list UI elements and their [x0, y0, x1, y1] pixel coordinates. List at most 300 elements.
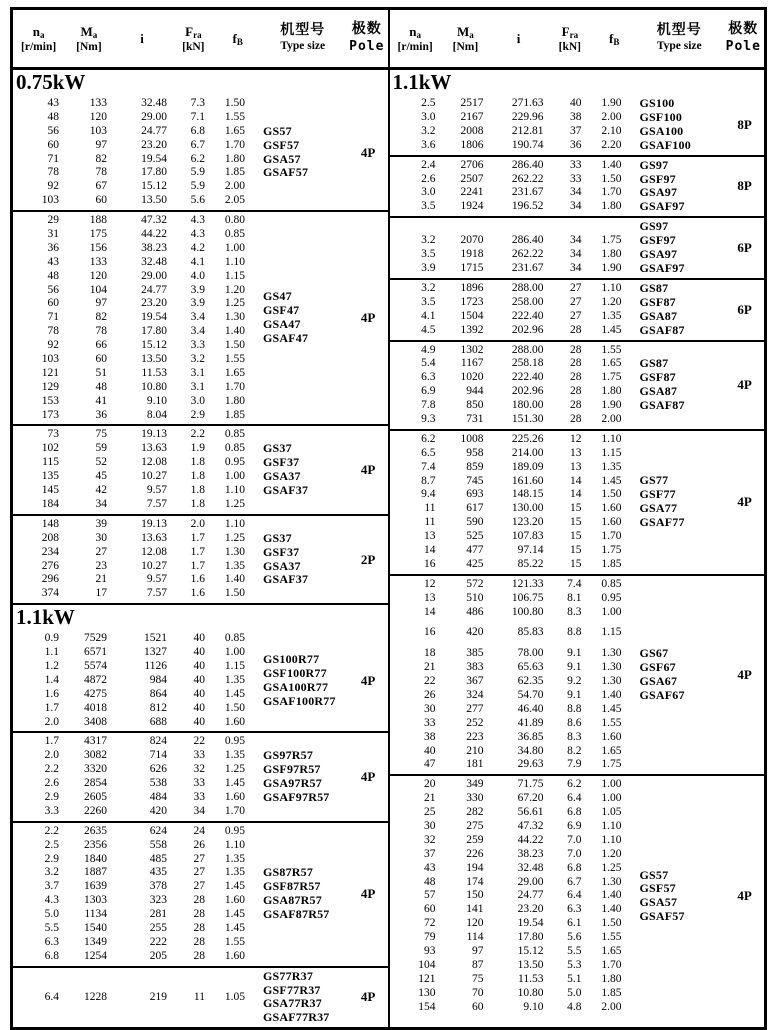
spec-row — [390, 502, 634, 516]
na-value: 93 — [424, 945, 436, 958]
na-value: 6.5 — [421, 446, 436, 459]
na-value: 22 — [424, 675, 436, 688]
na-value: 3.2 — [421, 124, 436, 137]
fra-value: 7.0 — [567, 833, 582, 846]
ma-value: 2706 — [460, 158, 484, 171]
i-value: 97.14 — [517, 543, 544, 556]
i-value: 180.00 — [511, 399, 544, 412]
model-name: GS37 — [263, 441, 292, 456]
spec-row — [13, 311, 257, 325]
model-name: GSA77R37 — [263, 996, 322, 1011]
fb-value: 1.90 — [601, 261, 622, 274]
fb-value: 1.75 — [601, 371, 622, 384]
i-value: 9.57 — [146, 484, 167, 497]
i-value: 85.83 — [517, 626, 544, 639]
spec-row — [390, 806, 634, 820]
na-value: 9.4 — [421, 488, 436, 501]
ma-value: 75 — [472, 972, 484, 985]
spec-row — [13, 894, 257, 908]
spec-block — [13, 210, 388, 424]
fra-value: 40 — [570, 97, 582, 109]
i-value: 106.75 — [511, 591, 544, 604]
ma-value: 944 — [466, 385, 484, 398]
ma-value: 52 — [95, 456, 107, 469]
na-value: 3.0 — [421, 110, 436, 123]
na-value: 2.6 — [421, 172, 436, 185]
fb-value: 2.00 — [601, 412, 622, 425]
fb-value: 1.55 — [601, 931, 622, 944]
spec-row — [390, 447, 634, 461]
model-name: GSAF77 — [639, 515, 685, 530]
fra-value: 2.0 — [190, 517, 205, 530]
i-value: 558 — [149, 838, 167, 851]
spec-row — [13, 166, 257, 180]
model-list — [634, 220, 726, 276]
fb-value: 1.35 — [224, 559, 245, 572]
i-value: 85.22 — [517, 557, 544, 570]
fra-value: 15 — [570, 530, 582, 543]
i-value: 8.04 — [146, 408, 167, 421]
spec-block — [390, 774, 765, 1016]
model-name: GSA97 — [639, 185, 678, 200]
pole-label: 8P — [737, 178, 752, 194]
pole-cell — [349, 518, 388, 601]
spec-row — [13, 880, 257, 894]
fra-value: 8.1 — [567, 591, 582, 604]
ma-value: 60 — [95, 194, 107, 207]
na-value: 0.9 — [44, 632, 59, 645]
fb-value: 2.10 — [601, 124, 622, 137]
spec-row — [390, 661, 634, 675]
fb-value: 1.15 — [224, 659, 245, 672]
ma-value: 324 — [466, 688, 484, 701]
na-value: 60 — [47, 138, 59, 151]
fb-value: 2.05 — [224, 194, 245, 207]
ma-value: 850 — [466, 399, 484, 412]
na-value: 130 — [418, 986, 436, 999]
i-value: 23.20 — [141, 138, 167, 151]
na-value: 29 — [47, 214, 59, 227]
ma-value: 3408 — [84, 715, 107, 728]
spec-row — [13, 442, 257, 456]
ma-value: 367 — [466, 675, 484, 688]
i-value: 202.96 — [511, 385, 544, 398]
ma-value: 259 — [466, 833, 484, 846]
left-column — [13, 10, 390, 1027]
na-value: 48 — [424, 875, 436, 888]
na-value: 56 — [47, 124, 59, 137]
i-value: 11.53 — [518, 972, 544, 985]
fb-value: 1.80 — [224, 394, 245, 407]
i-value: 9.10 — [146, 394, 167, 407]
ma-value: 2517 — [460, 97, 484, 109]
data-rows — [390, 433, 634, 572]
na-value: 16 — [424, 557, 436, 570]
i-value: 864 — [149, 687, 167, 700]
model-list — [257, 97, 349, 208]
header-service-factor: $f_B$ — [609, 30, 620, 47]
i-value: 9.57 — [146, 573, 167, 586]
i-value: 107.83 — [511, 530, 544, 543]
fra-value: 13 — [570, 460, 582, 473]
fra-value: 28 — [193, 935, 205, 948]
fra-value: 9.2 — [567, 675, 582, 688]
data-rows — [390, 344, 634, 427]
spec-row — [390, 200, 634, 214]
i-value: 626 — [149, 763, 167, 776]
i-value: 13.50 — [141, 353, 167, 366]
spec-row — [13, 228, 257, 242]
fra-value: 4.8 — [567, 1000, 582, 1013]
fb-value: 1.20 — [224, 283, 245, 296]
fra-value: 5.6 — [190, 194, 205, 207]
i-value: 100.80 — [511, 605, 544, 618]
spec-row — [390, 399, 634, 413]
na-value: 1.6 — [44, 687, 59, 700]
fra-value: 8.2 — [567, 744, 582, 757]
fra-value: 36 — [570, 138, 582, 151]
i-value: 44.22 — [517, 833, 544, 846]
fra-value: 12 — [570, 432, 582, 445]
na-value: 7.4 — [421, 460, 436, 473]
fb-value: 1.15 — [601, 626, 622, 639]
data-rows — [390, 778, 634, 1014]
spec-row — [13, 242, 257, 256]
header-radial-force: $F_{ra}$ [kN] — [182, 24, 205, 54]
header-torque: $M_a$ [Nm] — [452, 24, 479, 54]
fra-value: 28 — [570, 412, 582, 425]
fra-value: 40 — [193, 632, 205, 645]
ma-value: 1887 — [84, 866, 107, 879]
na-value: 5.0 — [44, 908, 59, 921]
spec-row — [390, 544, 634, 558]
fra-value: 27 — [193, 866, 205, 879]
i-value: 15.12 — [141, 339, 167, 352]
ma-value: 51 — [95, 366, 107, 379]
na-value: 38 — [424, 730, 436, 743]
fra-value: 3.3 — [190, 339, 205, 352]
data-rows — [390, 578, 634, 773]
fb-value: 0.95 — [224, 456, 245, 469]
na-value: 2.9 — [44, 852, 59, 865]
fb-value: 1.60 — [601, 516, 622, 529]
pole-label: 4P — [360, 462, 376, 478]
fb-value: 0.85 — [224, 228, 245, 241]
na-value: 92 — [47, 180, 59, 193]
na-value: 30 — [424, 702, 436, 715]
fb-value: 1.55 — [601, 716, 622, 729]
ma-value: 590 — [466, 516, 484, 529]
i-value: 271.63 — [511, 97, 544, 109]
fra-value: 6.2 — [567, 778, 582, 791]
na-value: 7.8 — [421, 399, 436, 412]
na-value: 154 — [418, 1000, 436, 1013]
model-name: GS87 — [639, 280, 669, 295]
fra-value: 28 — [570, 399, 582, 412]
ma-value: 4275 — [84, 687, 107, 700]
spec-table — [10, 7, 767, 1030]
fra-value: 8.8 — [567, 702, 582, 715]
header-speed: $n_a$ [r/min] — [21, 24, 57, 54]
fra-value: 1.6 — [190, 573, 205, 586]
fra-value: 3.4 — [190, 311, 205, 324]
model-name: GS47 — [263, 289, 292, 304]
data-rows — [13, 97, 257, 208]
model-name: GS100R77 — [263, 651, 320, 666]
i-value: 19.54 — [517, 917, 544, 930]
fb-value: 1.55 — [224, 110, 245, 123]
spec-row — [13, 674, 257, 688]
na-value: 48 — [47, 269, 59, 282]
na-value: 6.3 — [421, 371, 436, 384]
na-value: 72 — [424, 917, 436, 930]
na-value: 6.9 — [421, 385, 436, 398]
fra-value: 14 — [570, 474, 582, 487]
data-rows — [390, 282, 634, 338]
fb-value: 1.00 — [601, 792, 622, 805]
ma-value: 2507 — [460, 172, 484, 185]
header-pole: 极数 Pole — [725, 22, 761, 55]
pole-cell — [349, 970, 388, 1026]
ma-value: 1918 — [460, 248, 484, 261]
i-value: 10.27 — [141, 470, 167, 483]
model-name: GSAF87 — [639, 398, 685, 413]
i-value: 10.80 — [141, 380, 167, 393]
fb-value: 1.05 — [224, 990, 245, 1003]
fb-value: 1.10 — [601, 281, 622, 294]
spec-row — [390, 578, 634, 592]
fb-value: 1.35 — [601, 460, 622, 473]
fra-value: 2.2 — [190, 428, 205, 441]
i-value: 196.52 — [511, 200, 544, 213]
na-value: 60 — [424, 903, 436, 916]
pole-label: 4P — [737, 494, 752, 510]
fb-value: 1.35 — [224, 852, 245, 865]
fra-value: 6.8 — [567, 861, 582, 874]
na-value: 5.5 — [44, 921, 59, 934]
spec-block — [13, 424, 388, 513]
model-name: GSAF97R57 — [263, 789, 330, 804]
spec-row — [390, 516, 634, 530]
i-value: 13.50 — [141, 194, 167, 207]
na-value: 14 — [424, 543, 436, 556]
i-value: 7.57 — [146, 497, 167, 510]
fra-value: 1.8 — [190, 456, 205, 469]
na-value: 3.0 — [421, 186, 436, 199]
i-value: 420 — [149, 804, 167, 817]
spec-row — [13, 632, 257, 646]
na-value: 121 — [41, 366, 59, 379]
ma-value: 2635 — [84, 824, 107, 837]
ma-value: 78 — [95, 325, 107, 338]
spec-row — [13, 353, 257, 367]
spec-row — [13, 339, 257, 353]
fra-value: 5.9 — [190, 180, 205, 193]
fb-value: 1.45 — [224, 687, 245, 700]
spec-row — [13, 950, 257, 964]
ma-value: 4872 — [84, 673, 107, 686]
spec-block — [390, 429, 765, 574]
fb-value: 1.75 — [601, 758, 622, 771]
na-value: 21 — [424, 792, 436, 805]
i-value: 190.74 — [511, 138, 544, 151]
i-value: 714 — [149, 749, 167, 762]
spec-row — [390, 959, 634, 973]
fra-value: 3.4 — [190, 325, 205, 338]
na-value: 4.9 — [421, 343, 436, 356]
fb-value: 1.90 — [601, 399, 622, 412]
i-value: 1126 — [144, 659, 167, 672]
spec-row — [390, 111, 634, 125]
fra-value: 9.1 — [567, 661, 582, 674]
na-value: 33 — [424, 716, 436, 729]
ma-value: 114 — [466, 931, 484, 944]
pole-cell — [349, 97, 388, 208]
section-title: 1.1kW — [13, 603, 388, 630]
na-value: 18 — [424, 647, 436, 660]
ma-value: 1896 — [460, 281, 484, 294]
ma-value: 1504 — [460, 309, 484, 322]
na-value: 102 — [41, 442, 59, 455]
i-value: 7.57 — [146, 587, 167, 600]
header-service-factor: $f_B$ — [232, 30, 243, 47]
model-name: GSAF97 — [639, 260, 685, 275]
ma-value: 226 — [466, 847, 484, 860]
spec-block — [13, 731, 388, 820]
fra-value: 6.8 — [567, 806, 582, 819]
na-value: 20 — [424, 778, 436, 791]
i-value: 378 — [149, 880, 167, 893]
ma-value: 27 — [95, 545, 107, 558]
i-value: 10.27 — [141, 559, 167, 572]
pole-label: 4P — [737, 667, 752, 683]
fb-value: 0.95 — [224, 824, 245, 837]
ma-value: 572 — [466, 577, 484, 590]
fb-value: 1.00 — [224, 241, 245, 254]
fb-value: 1.40 — [224, 573, 245, 586]
i-value: 435 — [149, 866, 167, 879]
fra-value: 3.0 — [190, 394, 205, 407]
header-type-size: 机型号 Type size — [280, 23, 326, 52]
model-name: GSA47 — [263, 317, 301, 332]
fb-value: 1.10 — [224, 838, 245, 851]
fb-value: 1.50 — [224, 701, 245, 714]
spec-row — [13, 688, 257, 702]
fra-value: 28 — [570, 371, 582, 384]
fra-value: 28 — [193, 894, 205, 907]
ma-value: 330 — [466, 792, 484, 805]
spec-row — [13, 111, 257, 125]
ma-value: 30 — [95, 531, 107, 544]
i-value: 12.08 — [141, 545, 167, 558]
na-value: 3.7 — [44, 880, 59, 893]
model-name: GSF77 — [639, 487, 676, 502]
spec-row — [390, 1001, 634, 1015]
fb-value: 1.45 — [601, 702, 622, 715]
ma-value: 617 — [466, 502, 484, 515]
ma-value: 59 — [95, 442, 107, 455]
model-name: GS57 — [263, 123, 292, 138]
fb-value: 1.60 — [224, 949, 245, 962]
na-value: 4.5 — [421, 323, 436, 336]
fb-value: 1.50 — [601, 488, 622, 501]
model-name: GSAF37 — [263, 572, 309, 587]
model-name: GS57 — [639, 867, 669, 882]
ma-value: 385 — [466, 647, 484, 660]
i-value: 202.96 — [511, 323, 544, 336]
na-value: 71 — [47, 311, 59, 324]
i-value: 205 — [149, 949, 167, 962]
ma-value: 2008 — [460, 124, 484, 137]
pole-label: 4P — [360, 886, 376, 902]
fra-value: 7.4 — [567, 577, 582, 590]
model-name: GSF87R57 — [263, 879, 321, 894]
na-value: 173 — [41, 408, 59, 421]
ma-value: 82 — [95, 152, 107, 165]
ma-value: 1540 — [84, 921, 107, 934]
left-column-header — [13, 10, 388, 70]
fb-value: 1.65 — [601, 357, 622, 370]
fb-value: 1.50 — [601, 172, 622, 185]
ma-value: 2070 — [460, 234, 484, 247]
fra-value: 34 — [570, 200, 582, 213]
i-value: 148.15 — [511, 488, 544, 501]
fb-value: 1.80 — [601, 248, 622, 261]
spec-block — [390, 155, 765, 217]
ma-value: 3320 — [84, 763, 107, 776]
ma-value: 60 — [95, 353, 107, 366]
fb-value: 0.95 — [601, 591, 622, 604]
i-value: 281 — [149, 908, 167, 921]
spec-row — [390, 433, 634, 447]
spec-block — [390, 216, 765, 278]
ma-value: 17 — [95, 587, 107, 600]
na-value: 1.2 — [44, 659, 59, 672]
fra-value: 34 — [570, 248, 582, 261]
fra-value: 27 — [193, 880, 205, 893]
fb-value: 1.70 — [601, 530, 622, 543]
spec-row — [13, 839, 257, 853]
model-list — [257, 970, 349, 1026]
spec-row — [390, 675, 634, 689]
i-value: 19.54 — [141, 311, 167, 324]
ma-value: 2167 — [460, 110, 484, 123]
ma-value: 1349 — [84, 935, 107, 948]
ma-value: 66 — [95, 339, 107, 352]
ma-value: 21 — [95, 573, 107, 586]
fra-value: 1.7 — [190, 559, 205, 572]
na-value: 6.4 — [44, 990, 59, 1003]
fra-value: 1.7 — [190, 531, 205, 544]
model-name: GSF57 — [639, 881, 676, 896]
fra-value: 3.2 — [190, 353, 205, 366]
fb-value: 1.40 — [601, 158, 622, 171]
spec-row — [13, 194, 257, 208]
spec-row — [390, 917, 634, 931]
model-name: GSA87 — [639, 308, 678, 323]
model-name: GSA87R57 — [263, 893, 322, 908]
fb-value: 1.50 — [601, 917, 622, 930]
fb-value: 1.65 — [601, 945, 622, 958]
fb-value: 1.65 — [601, 744, 622, 757]
na-value: 3.5 — [421, 200, 436, 213]
fb-value: 1.30 — [224, 545, 245, 558]
fb-value: 1.45 — [224, 921, 245, 934]
model-list — [634, 578, 726, 773]
ma-value: 175 — [89, 228, 107, 241]
fb-value: 0.85 — [224, 442, 245, 455]
fb-value: 1.25 — [224, 763, 245, 776]
